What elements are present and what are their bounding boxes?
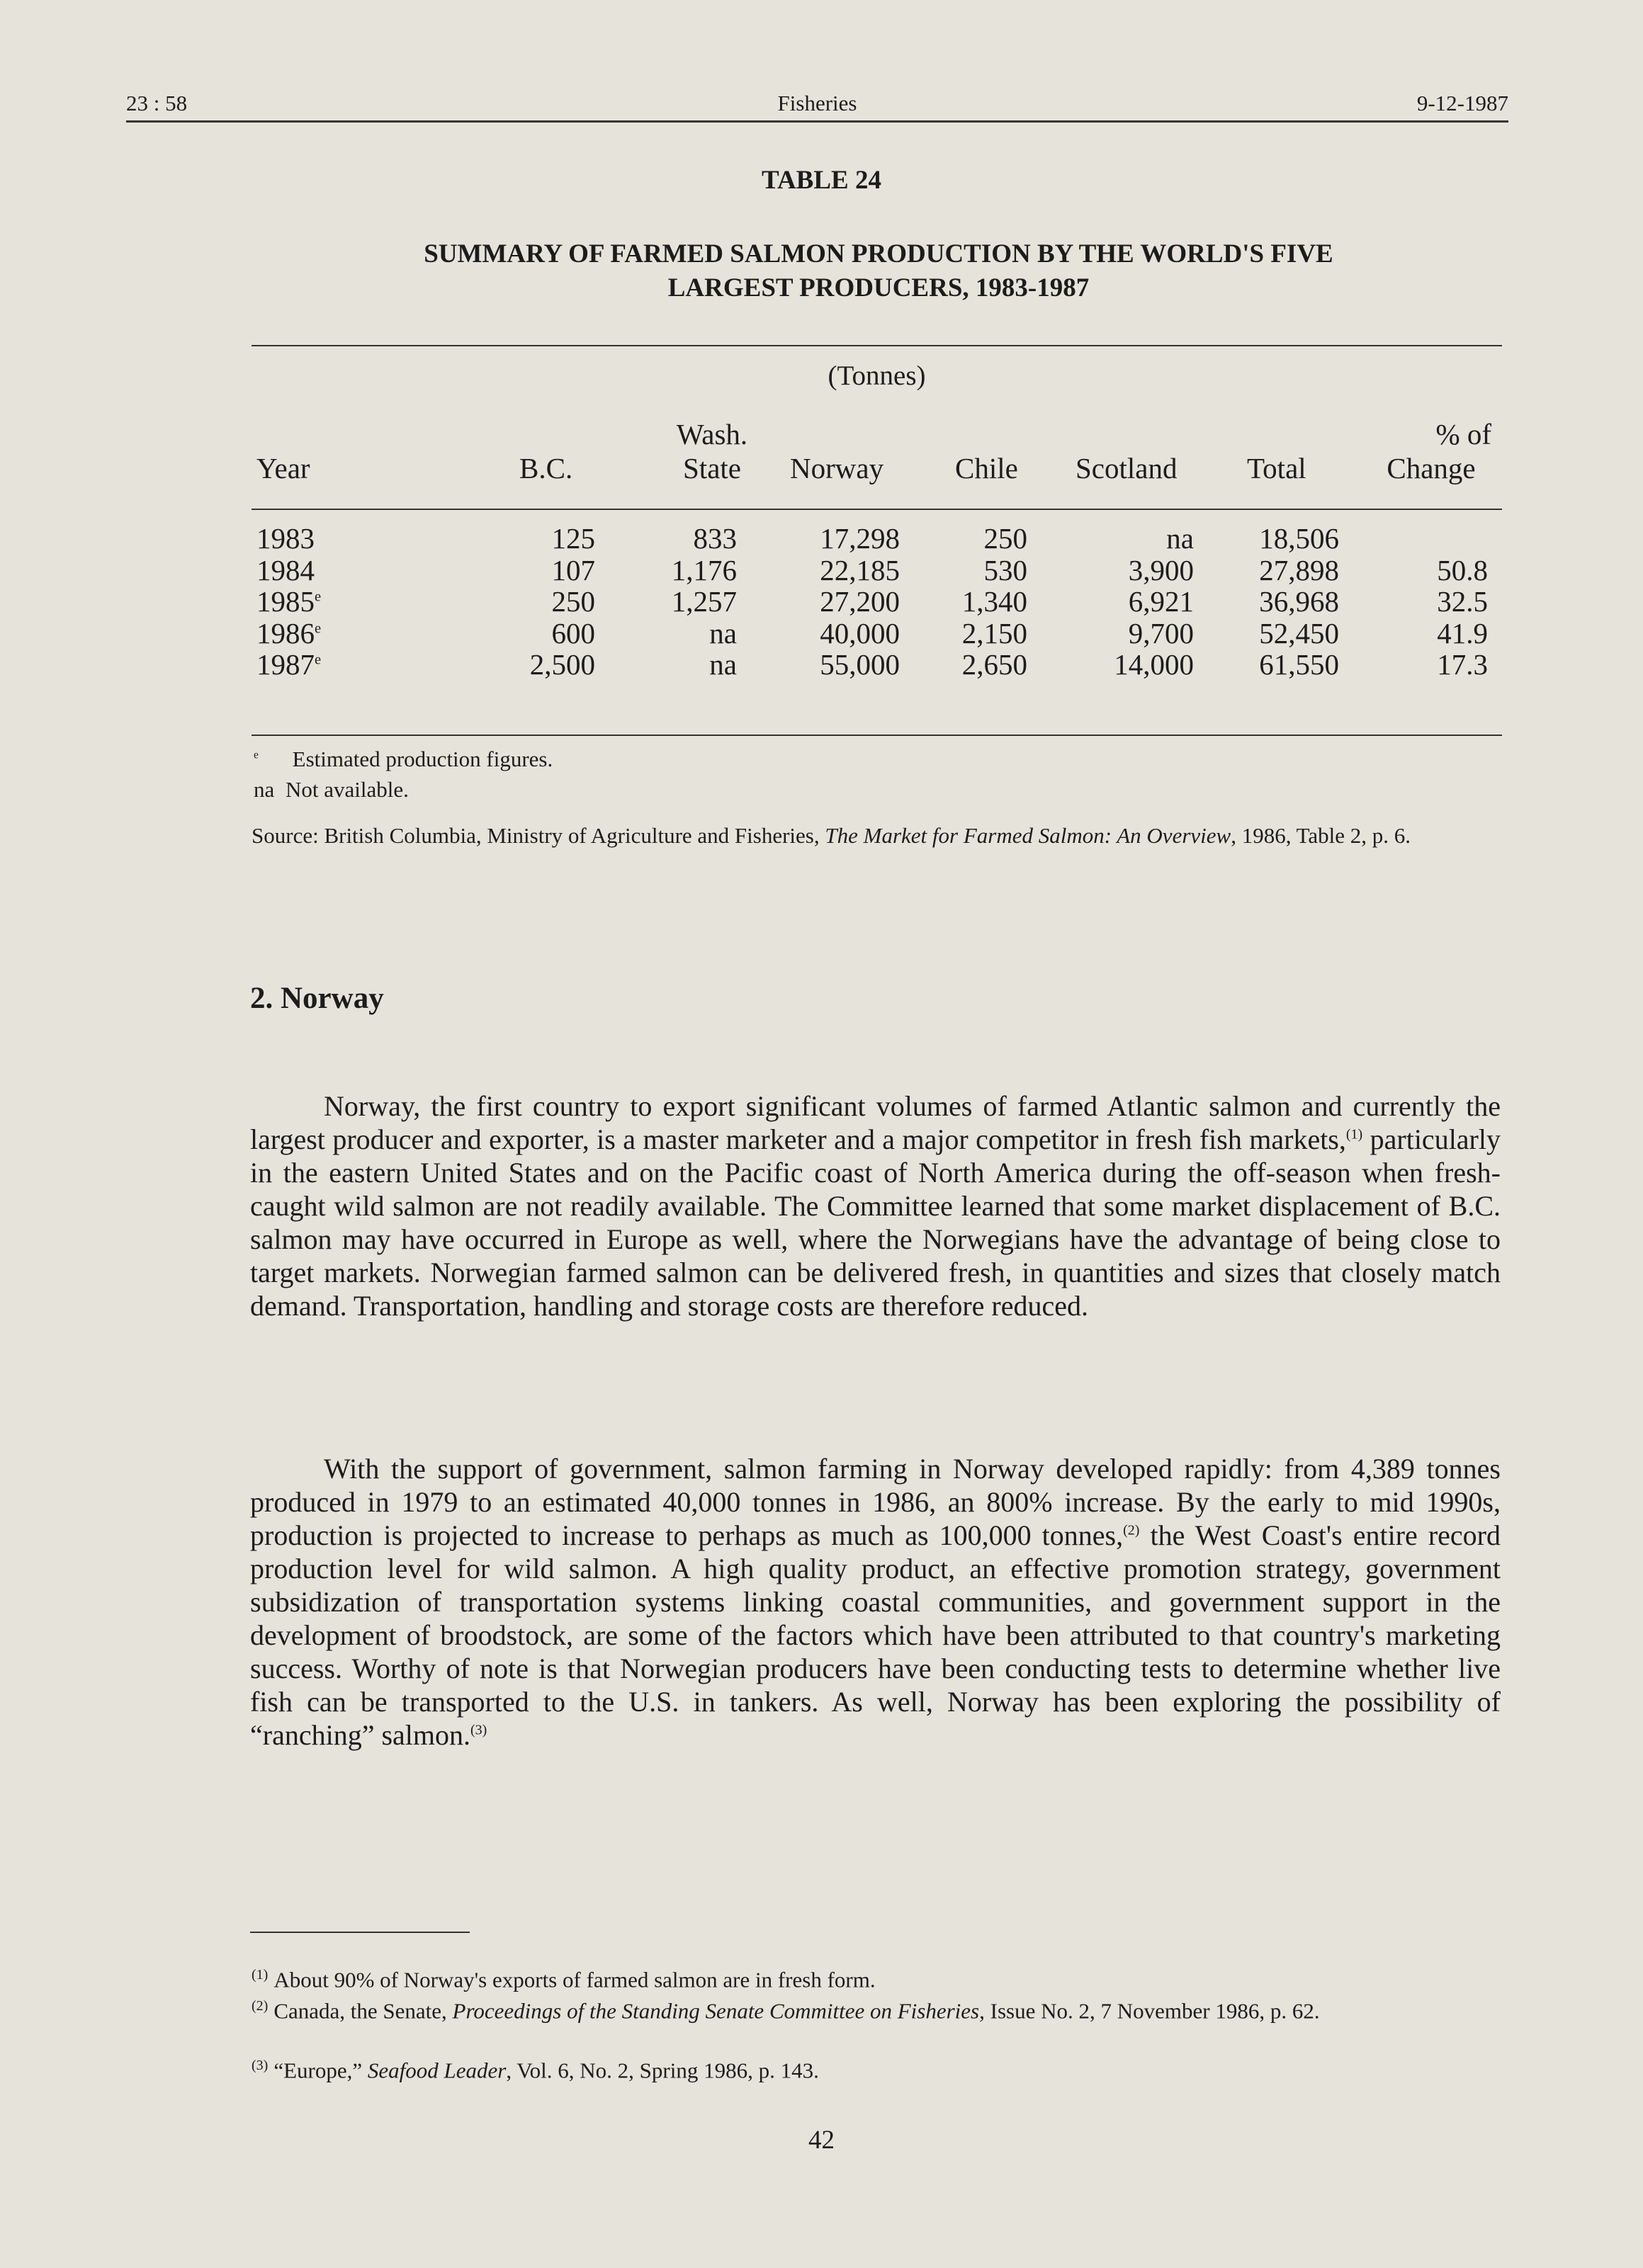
cell-total-value: 52,450 <box>1259 616 1339 650</box>
cell-year <box>256 586 341 618</box>
cell-norway <box>772 555 900 586</box>
cell-total-value: 27,898 <box>1259 553 1339 586</box>
cell-scotland-value: 3,900 <box>1128 553 1194 586</box>
cell-bc <box>496 586 595 618</box>
cell-norway <box>772 586 900 618</box>
page-number: 42 <box>808 2126 835 2155</box>
cell-total <box>1219 618 1339 650</box>
cell-year-value: 1983 <box>256 522 315 555</box>
header-sitting-number: 23 : 58 <box>126 91 188 115</box>
footnote-2 <box>252 1992 1502 2025</box>
cell-wash <box>623 586 737 618</box>
cell-year-value: 1984 <box>256 553 315 586</box>
cell-chile-value: 250 <box>983 522 1027 555</box>
header-date: 9-12-1987 <box>1416 91 1508 115</box>
cell-pct-value: 41.9 <box>1437 616 1488 650</box>
footnote-3-title: Seafood Leader <box>367 2058 507 2083</box>
cell-wash <box>623 649 737 681</box>
cell-norway-value: 40,000 <box>820 616 900 650</box>
paragraph-1-text-b: particularly in the eastern United States and on the Pacific coast of North America during the off-season when fresh-caught wild salmon are not readily available. The Committee learned that some market displacement of B.C. salmon may have occurred in Europe as well, where the Norwegians have the advantage of being close to target markets. Norwegian farmed salmon can be delivered fresh, in quantities and sizes that closely match demand. Transportation, handling and storage costs are therefore reduced. <box>250 1123 1501 1322</box>
cell-scotland <box>1063 649 1194 681</box>
cell-year-value: 1987 <box>256 648 315 681</box>
source-title: The Market for Farmed Salmon: An Overview <box>825 823 1231 848</box>
cell-year-value: 1985 <box>256 585 315 618</box>
cell-bc-value: 250 <box>551 585 595 618</box>
cell-norway <box>772 649 900 681</box>
cell-bc <box>496 555 595 586</box>
cell-total <box>1219 586 1339 618</box>
cell-chile <box>921 618 1027 650</box>
cell-bc-value: 600 <box>551 616 595 650</box>
cell-bc <box>496 523 595 555</box>
note-na-mark: na <box>254 777 275 802</box>
cell-scotland <box>1063 586 1194 618</box>
section-heading: 2. Norway <box>250 982 384 1015</box>
source-prefix: Source: British Columbia, Ministry of Agriculture and Fisheries, <box>252 823 820 848</box>
table-subtitle <box>298 237 1459 305</box>
note-na-text: Not available. <box>286 777 409 802</box>
note-estimated <box>254 745 553 773</box>
cell-wash-value: 1,176 <box>671 553 737 586</box>
note-e-mark: e <box>254 749 259 761</box>
footnote-1-mark: (1) <box>252 1967 269 1983</box>
cell-norway <box>772 618 900 650</box>
cell-chile-value: 2,650 <box>961 648 1027 681</box>
cell-wash-value: 833 <box>693 522 737 555</box>
cell-scotland-value: 6,921 <box>1128 585 1194 618</box>
header-title: Fisheries <box>777 91 857 115</box>
cell-scotland-value: 9,700 <box>1128 616 1194 650</box>
table-title: TABLE 24 <box>762 166 881 195</box>
cell-wash-value: na <box>709 648 737 681</box>
col-header-scotland: Scotland <box>1075 452 1178 484</box>
cell-norway-value: 27,200 <box>820 585 900 618</box>
cell-wash-value: 1,257 <box>671 585 737 618</box>
cell-pct <box>1371 649 1488 681</box>
cell-bc <box>496 618 595 650</box>
table-subtitle-line2: LARGEST PRODUCERS, 1983-1987 <box>667 273 1090 302</box>
header-rule <box>126 120 1508 123</box>
table-rule-header <box>252 509 1502 510</box>
running-header <box>126 91 1508 119</box>
cell-pct <box>1371 618 1488 650</box>
cell-wash <box>623 555 737 586</box>
col-header-pct-change <box>1371 417 1491 485</box>
footnote-3-pre: “Europe,” <box>273 2058 368 2083</box>
cell-total-value: 61,550 <box>1259 648 1339 681</box>
cell-wash-value: na <box>709 616 737 650</box>
cell-year <box>256 555 341 586</box>
cell-scotland <box>1063 555 1194 586</box>
cell-year <box>256 523 341 555</box>
col-header-pct-line1: % of <box>1435 418 1491 450</box>
cell-norway-value: 17,298 <box>820 522 900 555</box>
table-rule-top <box>252 345 1502 346</box>
cell-scotland-value: 14,000 <box>1114 648 1194 681</box>
cell-wash <box>623 618 737 650</box>
col-header-chile: Chile <box>955 452 1018 484</box>
paragraph-1 <box>250 1089 1501 1322</box>
footnote-ref-1: (1) <box>1345 1126 1363 1142</box>
footnote-rule <box>250 1932 470 1933</box>
source-suffix: , 1986, Table 2, p. 6. <box>1231 823 1411 848</box>
footnote-2-mark: (2) <box>252 1998 269 2014</box>
cell-scotland <box>1063 618 1194 650</box>
cell-scotland-value: na <box>1166 522 1194 555</box>
cell-scotland <box>1063 523 1194 555</box>
estimated-mark: e <box>315 620 322 636</box>
col-header-pct-line2: Change <box>1387 452 1476 484</box>
cell-total-value: 36,968 <box>1259 585 1339 618</box>
cell-norway <box>772 523 900 555</box>
estimated-mark: e <box>315 652 322 668</box>
cell-pct <box>1371 555 1488 586</box>
footnote-3-post: , Vol. 6, No. 2, Spring 1986, p. 143. <box>506 2058 819 2083</box>
cell-bc <box>496 649 595 681</box>
cell-bc-value: 125 <box>551 522 595 555</box>
footnote-1-text: About 90% of Norway's exports of farmed salmon are in fresh form. <box>273 1967 876 1992</box>
footnote-2-pre: Canada, the Senate, <box>273 1998 453 2024</box>
cell-chile-value: 530 <box>983 553 1027 586</box>
col-header-wash <box>645 417 779 485</box>
paragraph-2-text-b: the West Coast's entire record production level for wild salmon. A high quality product, an effective promotion strategy, government subsidization of transportation systems linking coastal communities, and government support in the development of broodstock, are some of the factors which have been attributed to that country's marketing success. Worthy of note is that Norwegian producers have been conducting tests to determine whether live fish can be transported to the U.S. in tankers. As well, Norway has been exploring the possibility of “ranching” salmon. <box>250 1519 1501 1751</box>
cell-total <box>1219 555 1339 586</box>
cell-year <box>256 618 341 650</box>
table-source <box>252 822 1502 850</box>
col-header-wash-line2: State <box>683 452 741 484</box>
cell-pct-value: 17.3 <box>1437 648 1488 681</box>
col-header-bc: B.C. <box>519 452 573 484</box>
cell-norway-value: 22,185 <box>820 553 900 586</box>
paragraph-2-text-a: With the support of government, salmon farming in Norway developed rapidly: from 4,389 tonnes produced in 1979 to an estimated 40,000 tonnes in 1986, an 800% increase. By the early to mid 1990s, production is projected to increase to perhaps as much as 100,000 tonnes, <box>250 1453 1501 1551</box>
cell-pct <box>1371 586 1488 618</box>
note-e-text: Estimated production figures. <box>292 747 553 771</box>
cell-norway-value: 55,000 <box>820 648 900 681</box>
cell-bc-value: 2,500 <box>529 648 595 681</box>
paragraph-1-text-a: Norway, the first country to export significant volumes of farmed Atlantic salmon and currently the largest producer and exporter, is a master marketer and a major competitor in fresh fish markets, <box>250 1090 1501 1155</box>
cell-chile-value: 2,150 <box>961 616 1027 650</box>
cell-total <box>1219 523 1339 555</box>
col-header-wash-line1: Wash. <box>676 418 748 450</box>
col-header-total: Total <box>1247 452 1306 484</box>
paragraph-2 <box>250 1452 1501 1752</box>
cell-chile-value: 1,340 <box>961 585 1027 618</box>
cell-total-value: 18,506 <box>1259 522 1339 555</box>
cell-chile <box>921 649 1027 681</box>
col-header-norway: Norway <box>790 452 884 484</box>
cell-total <box>1219 649 1339 681</box>
footnote-ref-2: (2) <box>1123 1522 1140 1538</box>
footnote-ref-3: (3) <box>470 1722 487 1738</box>
footnote-2-title: Proceedings of the Standing Senate Committee on Fisheries, <box>452 1998 985 2024</box>
footnote-3-mark: (3) <box>252 2058 269 2073</box>
cell-chile <box>921 523 1027 555</box>
cell-wash <box>623 523 737 555</box>
footnote-3 <box>252 2051 1502 2085</box>
footnote-2-post: Issue No. 2, 7 November 1986, p. 62. <box>984 1998 1320 2024</box>
cell-chile <box>921 555 1027 586</box>
cell-year <box>256 649 341 681</box>
estimated-mark: e <box>315 589 322 605</box>
table-units: (Tonnes) <box>828 361 926 391</box>
cell-chile <box>921 586 1027 618</box>
cell-bc-value: 107 <box>551 553 595 586</box>
cell-pct-value: 32.5 <box>1437 585 1488 618</box>
table-subtitle-line1: SUMMARY OF FARMED SALMON PRODUCTION BY THE WORLD'S FIVE <box>424 239 1333 268</box>
cell-year-value: 1986 <box>256 616 315 650</box>
cell-pct-value: 50.8 <box>1437 553 1488 586</box>
col-header-year: Year <box>256 452 310 484</box>
footnote-1 <box>252 1961 1502 1994</box>
note-na <box>254 776 409 804</box>
table-rule-bottom <box>252 735 1502 736</box>
